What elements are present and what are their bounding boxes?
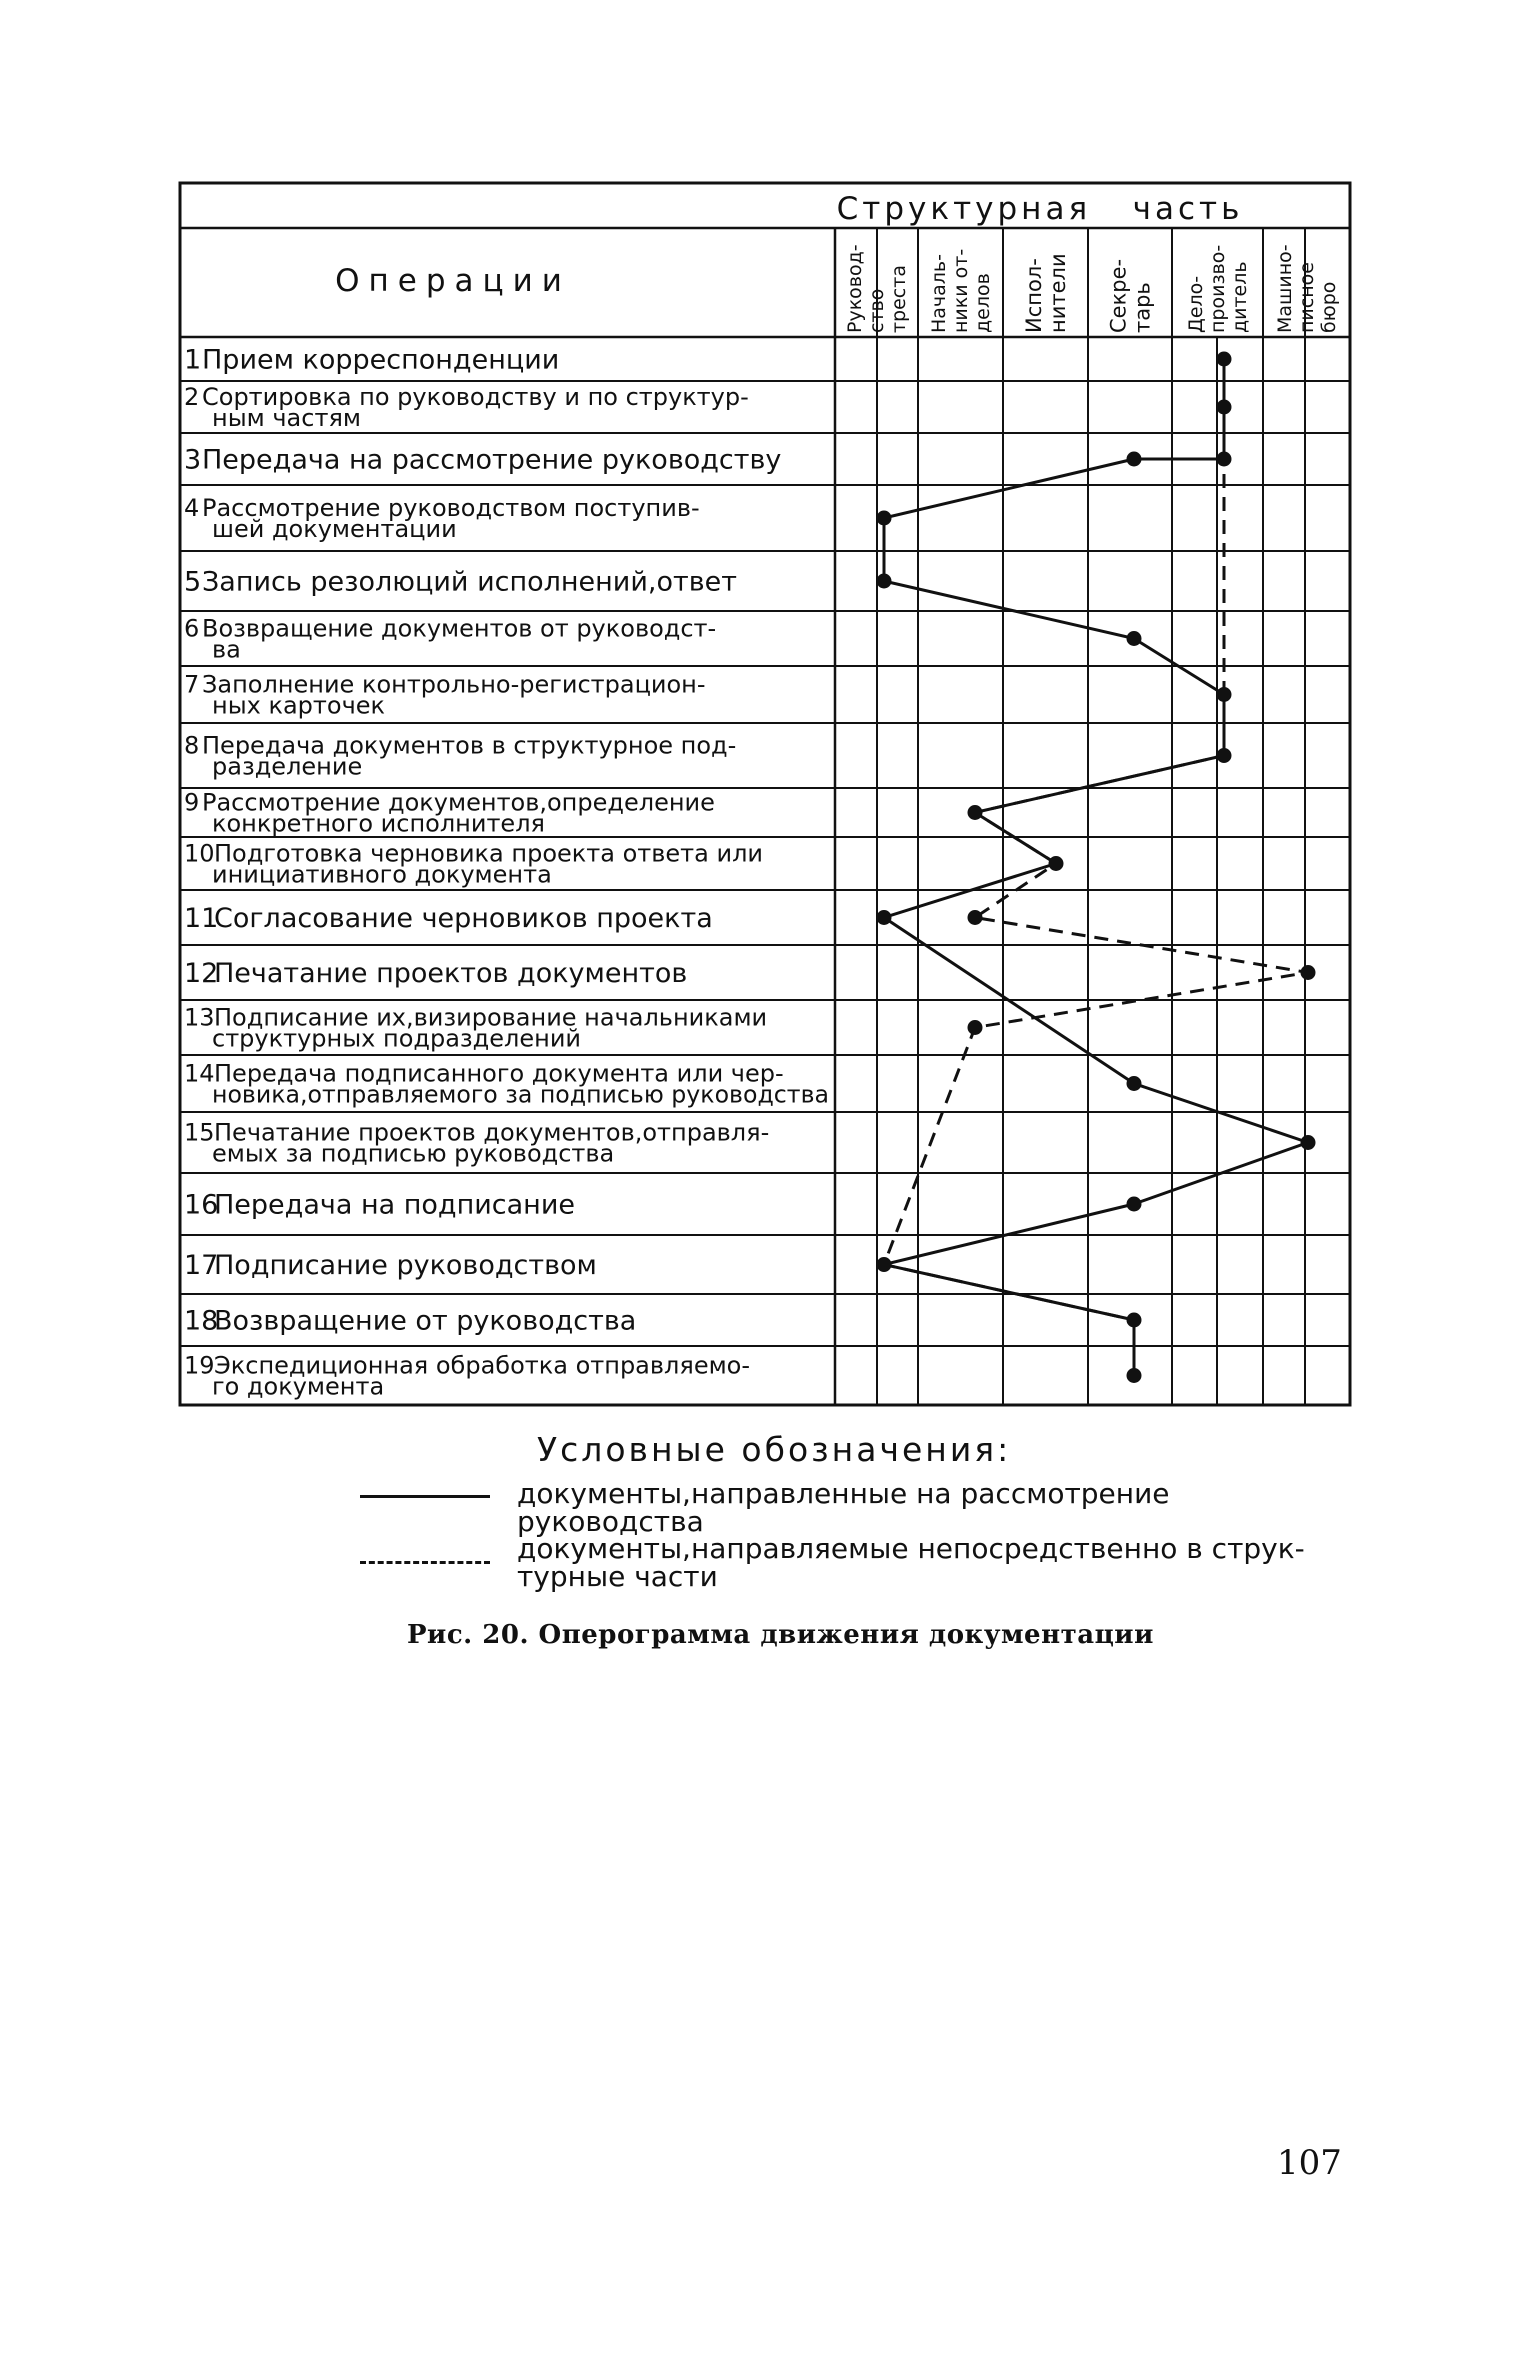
legend-dashed-text: документы,направляемые непосредственно в струк-турные части [517,1532,1305,1593]
header-operations: Операции [335,263,571,299]
column-header-line: тарь [1130,282,1155,333]
operation-text-line: ва [212,635,241,664]
column-header-line: произво- [1207,244,1230,333]
legend-dashed-line-sample [360,1561,490,1564]
operation-row [184,731,736,780]
legend-title: Условные обозначения: [537,1430,1012,1469]
flow-point [1127,452,1142,467]
column-header-line: писное [1296,262,1319,333]
flow-point [877,511,892,526]
flow-point [877,1257,892,1272]
operation-row [184,566,737,597]
operation-number: 10 [184,839,215,868]
flow-point [1217,352,1232,367]
flow-point [1127,1076,1142,1091]
operation-text-line: Заполнение контрольно-регистрацион- [202,670,706,699]
column-header-line: Испол- [1021,258,1046,333]
column-header-line: бюро [1318,281,1341,333]
operation-row [184,494,700,543]
operation-text-line: Передача на рассмотрение руководству [202,444,782,476]
operation-text-line: Подписание руководством [214,1249,597,1281]
operation-number: 13 [184,1003,215,1032]
operation-text-line: шей документации [212,514,457,543]
flow-points [877,352,1316,1384]
operation-number: 7 [184,670,200,699]
flow-point [968,805,983,820]
operation-row [184,670,706,719]
operation-number: 15 [184,1118,215,1147]
operation-number: 16 [184,1189,219,1221]
flow-point [1127,631,1142,646]
operation-text-line: ным частям [212,403,361,432]
operation-number: 1 [184,344,202,376]
operation-text-line: Передача на подписание [214,1189,575,1221]
column-header-line: Руковод- [844,244,867,333]
dashed-flow-line [884,359,1308,1376]
operation-text-line: Подготовка черновика проекта ответа или [214,839,763,868]
operation-number: 6 [184,614,200,643]
operation-text-line: Сортировка по руководству и по структур- [202,382,749,411]
operation-text-line: Рассмотрение документов,определение [202,788,715,817]
flow-point [1217,452,1232,467]
flow-point [1301,965,1316,980]
column-header-nachalniki [928,249,994,333]
column-header-line: Началь- [928,254,951,333]
column-header-line: делов [972,273,995,333]
flow-point [968,1020,983,1035]
flow-point [877,910,892,925]
flow-point [1217,687,1232,702]
operation-number: 2 [184,382,200,411]
operation-row [184,1003,767,1052]
operation-text-line: инициативного документа [212,860,552,889]
operation-row [184,1250,597,1281]
operation-number: 5 [184,566,202,598]
operation-number: 14 [184,1059,215,1088]
operation-number: 8 [184,731,200,760]
column-header-mashinopisnoe [1274,244,1340,333]
operation-number: 4 [184,493,200,522]
operation-row [184,1351,750,1400]
operation-text-line: Печатание проектов документов,отправля- [214,1118,770,1147]
column-header-line: нители [1045,253,1070,333]
column-header-ispolniteli [1022,253,1070,333]
flow-point [877,574,892,589]
flow-point [1127,1197,1142,1212]
flow-point [1049,856,1064,871]
flow-point [968,910,983,925]
operation-text-line: новика,отправляемого за подписью руководства [212,1080,829,1109]
operation-row [184,1118,769,1167]
operation-text-line: разделение [212,752,363,781]
operation-text-line: Экспедиционная обработка отправляемо- [214,1351,751,1380]
page-number: 107 [1277,2143,1342,2183]
column-header-line: Секре- [1106,258,1131,333]
operation-number: 17 [184,1249,219,1281]
column-header-line: Машино- [1274,244,1297,333]
column-header-line: ство [866,288,889,333]
solid-flow-line [884,359,1308,1376]
operation-text-line: Подписание их,визирование начальниками [214,1003,768,1032]
flow-lines [884,359,1308,1376]
operation-text-line: Согласование черновиков проекта [214,902,713,934]
column-header-sekretar [1106,259,1154,333]
operation-number: 19 [184,1351,215,1380]
operation-number: 12 [184,957,219,989]
operation-number: 9 [184,788,200,817]
legend-solid-text: документы,направленные на рассмотрение руководства [517,1477,1170,1538]
operation-row [184,383,749,432]
flow-point [1127,1368,1142,1383]
operation-text-line: структурных подразделений [212,1024,582,1053]
flow-point [1217,400,1232,415]
column-header-deloproizvoditel [1185,245,1251,333]
figure-caption: Рис. 20. Оперограмма движения документации [407,1620,1154,1650]
header-structural-part: Структурная часть [836,191,1244,227]
operation-row [184,1189,575,1220]
operation-text-line: Рассмотрение руководством поступив- [202,493,700,522]
operation-text-line: Прием корреспонденции [202,344,560,376]
operation-text-line: Передача подписанного документа или чер- [214,1059,784,1088]
flow-point [1127,1313,1142,1328]
operation-row [184,788,715,837]
flow-point [1301,1135,1316,1150]
column-header-line: дитель [1229,261,1252,333]
operation-text-line: Возвращение от руководства [214,1305,637,1337]
operation-row [184,903,713,934]
operation-row [184,958,687,989]
operation-text-line: емых за подписью руководства [212,1139,615,1168]
operation-rows [184,344,829,1400]
operation-number: 3 [184,444,202,476]
column-header-line: Дело- [1185,275,1208,333]
operation-text-line: Возвращение документов от руководст- [202,614,717,643]
flow-point [1217,748,1232,763]
operation-row [184,1305,636,1336]
operation-text-line: Запись резолюций исполнений,ответ [202,566,737,598]
operation-number: 11 [184,902,219,934]
operation-row [184,614,716,663]
operation-text-line: Передача документов в структурное под- [202,731,737,760]
operation-row [184,344,559,375]
operation-row [184,1059,829,1108]
operation-row [184,444,781,475]
operation-number: 18 [184,1305,219,1337]
operation-text-line: конкретного исполнителя [212,809,545,838]
operation-text-line: го документа [212,1372,385,1401]
legend-solid-line-sample [360,1495,490,1498]
operation-row [184,839,763,888]
column-header-line: ники от- [950,248,973,333]
column-header-line: треста [888,265,911,333]
operation-text-line: Печатание проектов документов [214,957,688,989]
operation-text-line: ных карточек [212,691,386,720]
